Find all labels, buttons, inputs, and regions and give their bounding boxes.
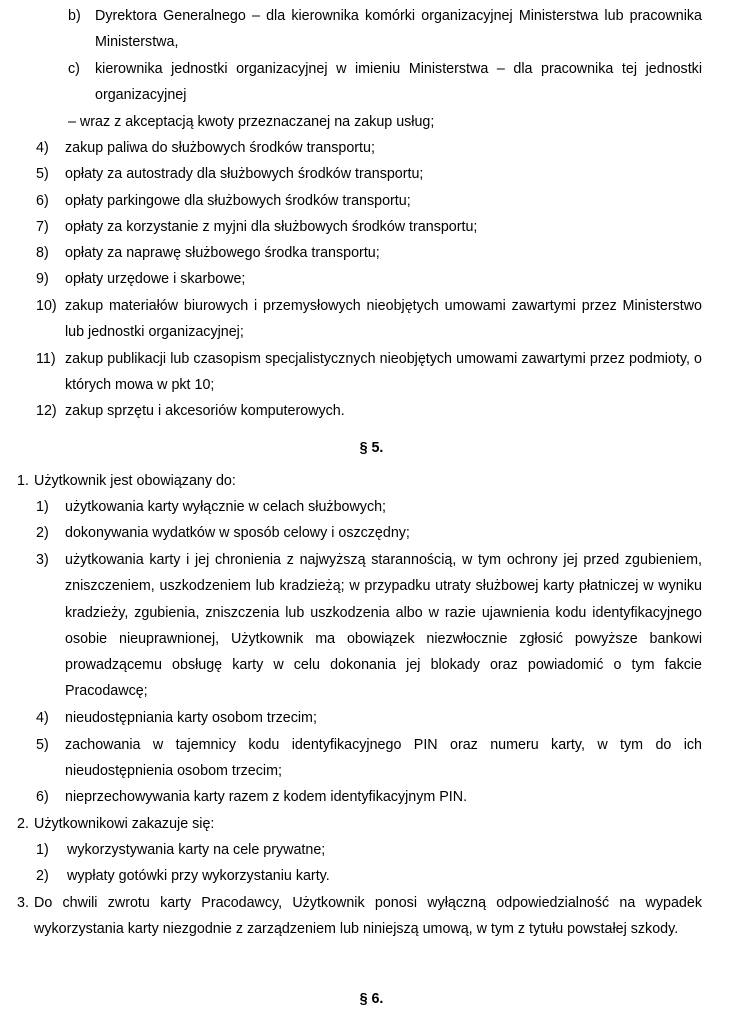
list-item (36, 732, 702, 785)
list-item-number: 11) (36, 351, 56, 367)
list-item-number: 10) (36, 298, 57, 314)
list-item-text: zakup materiałów biurowych i przemysłowych nieobjętych umowami zawartymi przez Ministerstwo lub jednostki organizacyjnej; (65, 298, 702, 341)
paragraph-text: Do chwili zwrotu karty Pracodawcy, Użytkownik ponosi wyłączną odpowiedzialność na wypadek wykorzystania karty niezgodnie z zarządzeniem lub niniejszą umową, w tym z tytułu powstałej szkody. (34, 895, 702, 938)
paragraph (17, 811, 702, 837)
list-item-number: 9) (36, 271, 49, 287)
list-item (36, 784, 702, 810)
paragraph-text: Użytkownik jest obowiązany do: (34, 473, 236, 489)
list-item (36, 494, 702, 520)
list-item-number: b) (68, 8, 81, 24)
list-item-number: 7) (36, 219, 49, 235)
list-item-text: zachowania w tajemnicy kodu identyfikacyjnego PIN oraz numeru karty, w tym do ich nieudostępnienia osobom trzecim; (65, 737, 702, 780)
list-item-text: zakup sprzętu i akcesoriów komputerowych. (65, 403, 345, 419)
list-item (36, 214, 702, 240)
list-item-text: użytkowania karty wyłącznie w celach służbowych; (65, 499, 387, 515)
list-item-text: opłaty urzędowe i skarbowe; (65, 271, 246, 287)
list-item-text: wypłaty gotówki przy wykorzystaniu karty. (67, 868, 330, 884)
list-item (36, 240, 702, 266)
list-item (36, 293, 702, 346)
list-item (36, 837, 702, 863)
list-item-number: 12) (36, 403, 57, 419)
list-item (36, 346, 702, 399)
list-item-text: użytkowania karty i jej chronienia z najwyższą starannością, w tym ochrony jej przed zgubieniem, zniszczeniem, uszkodzeniem lub kradzieżą; w przypadku utraty służbowej karty płatniczej w wyniku kradzieży, zgubienia, zniszczenia lub uszkodzenia albo w razie ujawnienia kodu identyfikacyjnego osobie nieuprawnionej, Użytkownik ma obowiązek niezwłocznie zgłosić powyższe bankowi prowadzącemu obsługę karty w celu dokonania jej blokady oraz powiadomić o tym fakcie Pracodawcę; (65, 552, 702, 700)
list-item-number: 4) (36, 140, 49, 156)
list-item (36, 547, 702, 705)
paragraph-number: 3. (17, 895, 29, 911)
closing-line: – wraz z akceptacją kwoty przeznaczanej na zakup usług; (68, 114, 435, 130)
list-item-text: zakup publikacji lub czasopism specjalistycznych nieobjętych umowami zawartymi przez podmioty, o których mowa w pkt 10; (65, 351, 702, 394)
section-heading: § 6. (359, 991, 384, 1007)
list-item-number: 1) (36, 499, 49, 515)
list-item-text: opłaty za korzystanie z myjni dla służbowych środków transportu; (65, 219, 478, 235)
paragraph-text: Użytkownikowi zakazuje się: (34, 816, 215, 832)
list-item-number: 2) (36, 868, 49, 884)
list-item-number: 3) (36, 552, 49, 568)
list-item-number: 6) (36, 789, 49, 805)
list-item (36, 161, 702, 187)
list-item-text: dokonywania wydatków w sposób celowy i oszczędny; (65, 525, 410, 541)
list-item-number: 8) (36, 245, 49, 261)
list-item (36, 266, 702, 292)
list-item-number: 1) (36, 842, 49, 858)
list-item-text: opłaty za naprawę służbowego środka transportu; (65, 245, 380, 261)
list-item (68, 3, 702, 56)
list-item-number: 2) (36, 525, 49, 541)
list-item-text: zakup paliwa do służbowych środków transportu; (65, 140, 375, 156)
section-heading: § 5. (359, 440, 384, 456)
list-item (36, 520, 702, 546)
list-item (36, 398, 702, 424)
list-item-number: 5) (36, 166, 49, 182)
list-item (36, 135, 702, 161)
list-item-text: wykorzystywania karty na cele prywatne; (67, 842, 326, 858)
list-item-text: kierownika jednostki organizacyjnej w imieniu Ministerstwa – dla pracownika tej jednostki organizacyjnej (95, 61, 702, 104)
list-item-text: nieprzechowywania karty razem z kodem identyfikacyjnym PIN. (65, 789, 468, 805)
paragraph-number: 2. (17, 816, 29, 832)
list-item (36, 705, 702, 731)
list-item-number: c) (68, 61, 80, 77)
paragraph (17, 890, 702, 943)
list-item-text: opłaty parkingowe dla służbowych środków transportu; (65, 193, 411, 209)
list-item-text: nieudostępniania karty osobom trzecim; (65, 710, 317, 726)
paragraph-number: 1. (17, 473, 29, 489)
list-item-text: Dyrektora Generalnego – dla kierownika komórki organizacyjnej Ministerstwa lub pracownika Ministerstwa, (95, 8, 702, 51)
list-item-text: opłaty za autostrady dla służbowych środków transportu; (65, 166, 424, 182)
list-item (68, 56, 702, 109)
paragraph (17, 468, 702, 494)
list-item (36, 188, 702, 214)
list-item-number: 4) (36, 710, 49, 726)
list-item (36, 863, 702, 889)
list-item-number: 6) (36, 193, 49, 209)
list-item-number: 5) (36, 737, 49, 753)
